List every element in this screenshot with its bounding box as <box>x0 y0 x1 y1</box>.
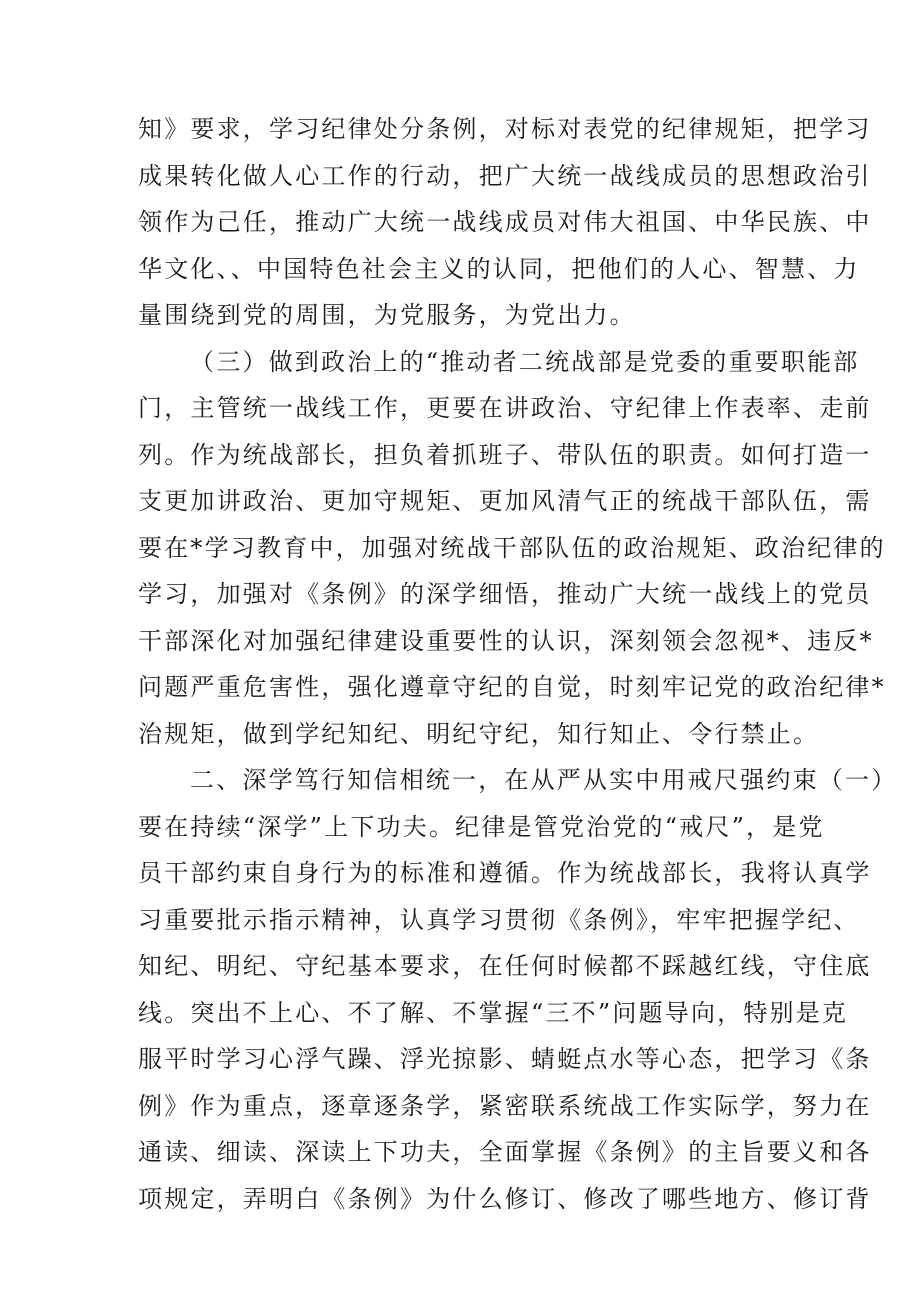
text-line: 学习，加强对《条例》的深学细悟，推动广大统一战线上的党员 <box>138 580 872 608</box>
text-line: 通读、细读、深读上下功夫，全面掌握《条例》的主旨要义和各 <box>138 1138 872 1166</box>
text-line: 员干部约束自身行为的标准和遵循。作为统战部长，我将认真学 <box>138 859 872 887</box>
text-line: 门，主管统一战线工作，更要在讲政治、守纪律上作表率、走前 <box>138 394 872 422</box>
text-line: 例》作为重点，逐章逐条学，紧密联系统战工作实际学，努力在 <box>138 1091 872 1120</box>
text-line: 干部深化对加强纪律建设重要性的认识，深刻领会忽视*、违反* <box>138 626 874 655</box>
body-text <box>138 106 898 1222</box>
text-line: 成果转化做人心工作的行动，把广大统一战线成员的思想政治引 <box>138 161 872 190</box>
text-line: 问题严重危害性，强化遵章守纪的自觉，时刻牢记党的政治纪律* <box>138 673 886 701</box>
text-line: 要在*学习教育中，加强对统战干部队伍的政治规矩、政治纪律的 <box>138 533 886 562</box>
text-line: 项规定，弄明白《条例》为什么修订、修改了哪些地方、修订背 <box>138 1184 872 1213</box>
text-line: 习重要批示指示精神，认真学习贯彻《条例》，牢牢把握学纪、 <box>138 905 860 934</box>
text-line: 华文化、、中国特色社会主义的认同，把他们的人心、智慧、力 <box>138 254 860 283</box>
text-line: 治规矩，做到学纪知纪、明纪守纪，知行知止、令行禁止。 <box>138 719 820 748</box>
section-heading-line: 二、深学笃行知信相统一，在从严从实中用戒尺强约束（一） <box>190 766 898 794</box>
text-line: 量围绕到党的周围，为党服务，为党出力。 <box>138 301 636 329</box>
paragraph-start-line: （三）做到政治上的“推动者二统战部是党委的重要职能部 <box>190 347 860 376</box>
text-line: 列。作为统战部长，担负着抓班子、带队伍的职责。如何打造一 <box>138 440 872 469</box>
text-line: 支更加讲政治、更加守规矩、更加风清气正的统战干部队伍，需 <box>138 487 872 515</box>
text-line: 领作为己任，推动广大统一战线成员对伟大祖国、中华民族、中 <box>138 208 872 236</box>
text-line: 知纪、明纪、守纪基本要求，在任何时候都不踩越红线，守住底 <box>138 952 872 980</box>
text-line: 要在持续“深学”上下功夫。纪律是管党治党的“戒尺”，是党 <box>138 812 825 841</box>
text-line: 线。突出不上心、不了解、不掌握“三不”问题导向，特别是克 <box>138 998 849 1027</box>
text-line: 知》要求，学习纪律处分条例，对标对表党的纪律规矩，把学习 <box>138 115 872 143</box>
text-line: 服平时学习心浮气躁、浮光掠影、蜻蜓点水等心态，把学习《条 <box>138 1045 872 1073</box>
